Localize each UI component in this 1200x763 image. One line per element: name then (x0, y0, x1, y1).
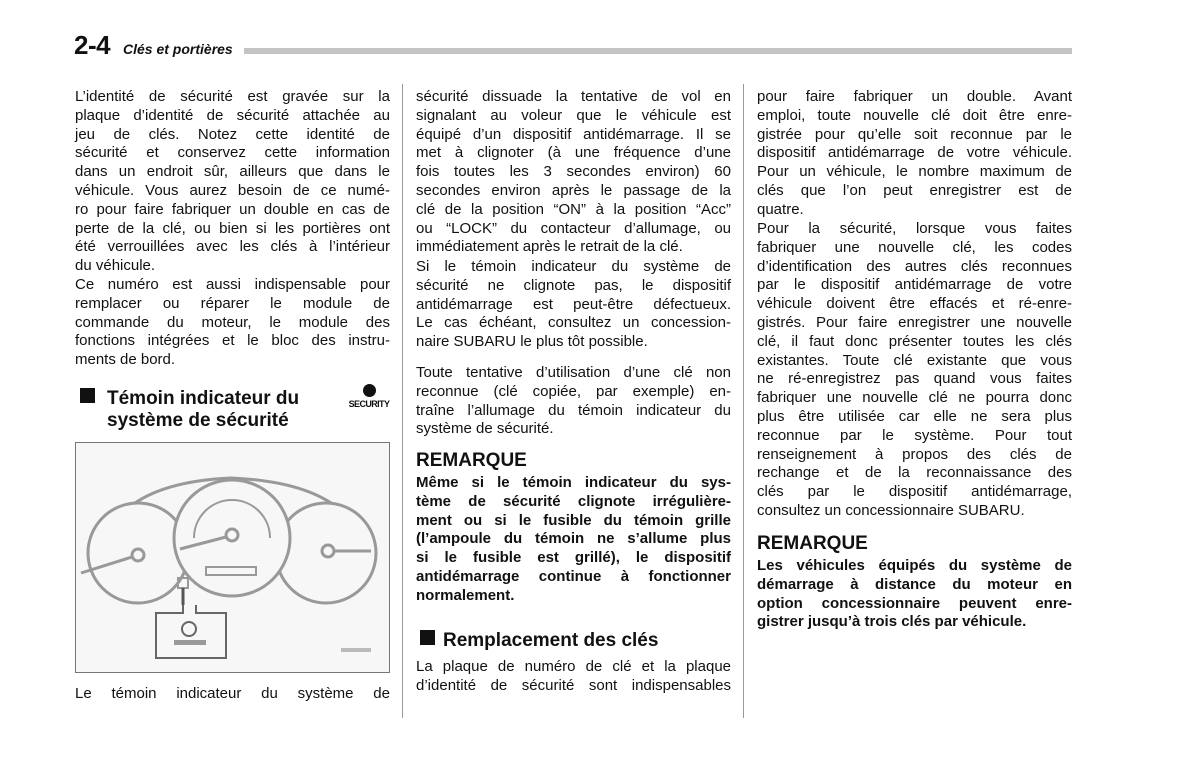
text-line: fois toutes les 3 secondes environ) 60 (416, 163, 731, 181)
text-line: Les véhicules équipés du système de (757, 557, 1072, 574)
text-line: ro pour faire fabriquer un double en cas de (75, 200, 390, 218)
text-line: commande du moteur, le module des (75, 313, 390, 331)
text-line: système de sécurité. (416, 420, 554, 438)
text-line: Le témoin indicateur du système de (75, 685, 390, 702)
remarque-note (416, 474, 731, 606)
text-line: met à clignoter (à une fréquence d’une (416, 144, 731, 162)
text-line: clé, il faut donc présenter toutes les clés (757, 332, 1072, 350)
text-line: sécurité ne clignote pas, le dispositif (416, 276, 731, 294)
paragraph (416, 258, 731, 352)
text-line: clés par le dispositif antidémarrage, (757, 483, 1072, 501)
text-line: jeu de clés. Notez cette identité de (75, 125, 390, 143)
text-line: renseignement à propos des clés de (757, 445, 1072, 463)
text-line: normalement. (416, 586, 515, 604)
paragraph (416, 658, 731, 696)
paragraph (416, 364, 731, 439)
security-icon-label: SECURITY (348, 399, 390, 409)
security-indicator-icon (346, 384, 392, 409)
figure-caption (75, 685, 390, 704)
text-line: dans un endroit sûr, ailleurs que dans le (75, 163, 390, 181)
remarque-heading: REMARQUE (416, 450, 527, 471)
square-bullet-icon (80, 388, 95, 403)
text-line: véhicule doivent être effacés et ré-enre- (757, 295, 1072, 313)
paragraph (757, 220, 1072, 521)
paragraph (416, 88, 731, 257)
column-divider (743, 84, 744, 718)
heading-text: Remplacement des clés (443, 630, 659, 651)
text-line: immédiatement après le retrait de la clé. (416, 238, 683, 256)
text-line: clés que l’on peut enregistrer est de (757, 181, 1072, 199)
text-line: fonctions intégrées et le bloc des instru- (75, 332, 390, 350)
text-line: Pour la sécurité, lorsque vous faites (757, 220, 1072, 237)
text-line: sécurité et conservez cette information (75, 144, 390, 162)
text-line: secondes environ après le passage de la (416, 181, 731, 199)
text-line: Pour un véhicule, le nombre maximum de (757, 163, 1072, 181)
text-line: ou “LOCK” du contacteur d’allumage, ou (416, 219, 731, 237)
paragraph (75, 88, 390, 276)
text-line: gistrés. Pour faire enregistrer une nouvelle (757, 313, 1072, 331)
text-line: d’identification des autres clés reconnues (757, 257, 1072, 275)
text-line: démarrage à distance du moteur en (757, 575, 1072, 593)
text-line: Si le témoin indicateur du système de (416, 258, 731, 275)
text-line: si le fusible est grillé), le dispositif (416, 549, 731, 567)
paragraph (75, 276, 390, 370)
text-line: plaque d’identité de sécurité attachée au (75, 106, 390, 124)
remarque-note (757, 557, 1072, 632)
column-divider (402, 84, 403, 718)
text-line: pour faire fabriquer un double. Avant (757, 88, 1072, 105)
text-line: plus être utilisée car elle ne sera plus (757, 407, 1072, 425)
text-line: clé de la position “ON” à la position “Acc” (416, 200, 731, 218)
text-line: Ce numéro est aussi indispensable pour (75, 276, 390, 293)
section-title: Clés et portières (123, 41, 233, 57)
text-line: Toute tentative d’utilisation d’une clé non (416, 364, 731, 381)
remarque-heading: REMARQUE (757, 533, 868, 554)
text-line: dispositif antidémarrage de votre véhicule. (757, 144, 1072, 162)
instrument-cluster-illustration (75, 442, 390, 673)
text-line: (l’ampoule du témoin ne s’allume plus (416, 530, 731, 548)
text-line: traîne l’allumage du témoin indicateur du (416, 401, 731, 419)
text-line: du véhicule. (75, 257, 156, 275)
text-line: antidémarrage continue à fonctionner (416, 567, 731, 585)
text-line: ments de bord. (75, 351, 176, 369)
text-line: gistrer jusqu’à trois clés par véhicule. (757, 613, 1027, 631)
text-line: sécurité dissuade la tentative de vol en (416, 88, 731, 105)
text-line: par le dispositif antidémarrage de votre (757, 276, 1072, 294)
text-line: consultez un concessionnaire SUBARU. (757, 501, 1025, 519)
text-line: été verrouillées avec les clés à l’intérieur (75, 238, 390, 256)
text-line: remplacer ou réparer le module de (75, 294, 390, 312)
text-line: gistrée pour qu’elle soit reconnue par le (757, 125, 1072, 143)
text-line: équipé d’un dispositif antidémarrage. Il se (416, 125, 731, 143)
text-line: reconnue (clé copiée, par exemple) en- (416, 382, 731, 400)
text-line: véhicule. Vous aurez besoin de ce numé- (75, 181, 390, 199)
text-line: perte de la clé, ou bien si les portières ont (75, 219, 390, 237)
text-line: existantes. Toute clé existante que vous (757, 351, 1072, 369)
text-line: tème de sécurité clignote irrégulière- (416, 492, 731, 510)
text-line: La plaque de numéro de clé et la plaque (416, 658, 731, 675)
text-line: fabriquer une nouvelle clé ne pourra donc (757, 389, 1072, 407)
text-line: d’identité de sécurité sont indispensables (416, 676, 731, 694)
text-line: option concessionnaire peuvent enre- (757, 594, 1072, 612)
heading-line: système de sécurité (107, 410, 289, 431)
text-line: signalant au voleur que le véhicule est (416, 106, 731, 124)
text-line: fabriquer une nouvelle clé, les codes (757, 238, 1072, 256)
section-heading (420, 630, 658, 652)
text-line: Le cas échéant, consultez un concession- (416, 314, 731, 332)
text-line: quatre. (757, 200, 804, 218)
square-bullet-icon (420, 630, 435, 645)
text-line: naire SUBARU le plus tôt possible. (416, 333, 648, 351)
page-number: 2-4 (74, 30, 111, 60)
heading-line: Témoin indicateur du (107, 388, 300, 409)
text-line: ment ou si le fusible du témoin grille (416, 511, 731, 529)
text-line: Même si le témoin indicateur du sys- (416, 474, 731, 491)
section-heading (80, 388, 299, 432)
text-line: L’identité de sécurité est gravée sur la (75, 88, 390, 105)
text-line: ne ré-enregistrez pas quand vous faites (757, 370, 1072, 388)
text-line: emploi, toute nouvelle clé doit être enre- (757, 106, 1072, 124)
header-rule (244, 48, 1072, 54)
text-line: rechange et de la reconnaissance des (757, 464, 1072, 482)
text-line: antidémarrage est peut-être défectueux. (416, 295, 731, 313)
text-line: reconnue par le système. Pour tout (757, 426, 1072, 444)
paragraph (757, 88, 1072, 220)
